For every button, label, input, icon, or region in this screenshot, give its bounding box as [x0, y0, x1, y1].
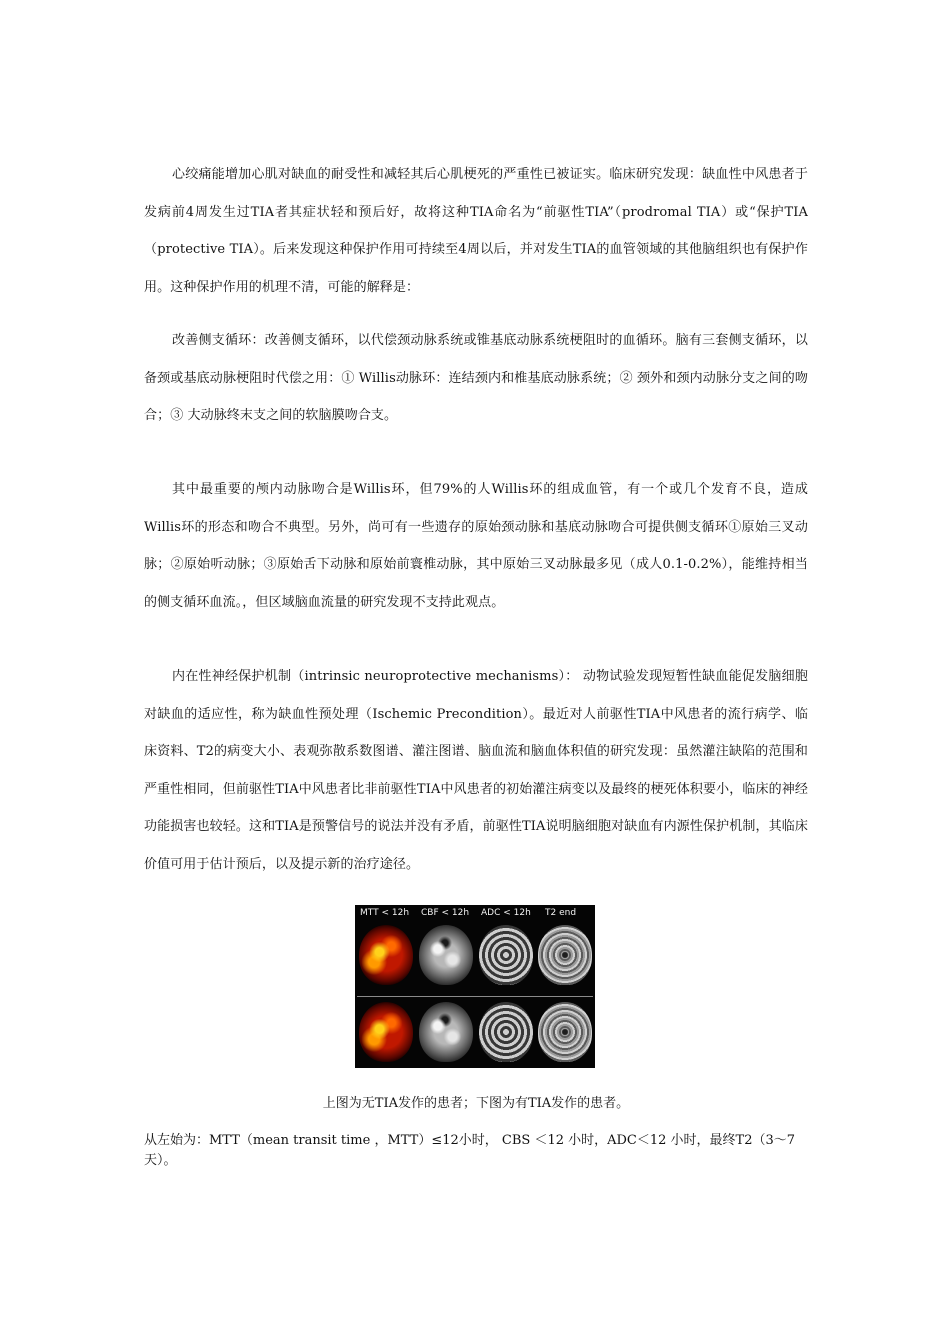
paragraph-intro: 心绞痛能增加心肌对缺血的耐受性和减轻其后心肌梗死的严重性已被证实。临床研究发现：缺血性中风患者于发病前4周发生过TIA者其症状轻和预后好，故将这种TIA命名为“前驱性TIA”（prodromal TIA）或“保护TIA（protective TIA）。后来发现这种保护作用可持续至4周以后，并对发生TIA的血管领域的其他脑组织也有保护作用。这种保护作用的机理不清，可能的解释是： — [144, 167, 808, 295]
mri-scan-figure — [355, 905, 595, 1068]
paragraph-collateral-circulation: 改善侧支循环：改善侧支循环，以代偿颈动脉系统或锥基底动脉系统梗阻时的血循环。脑有三套侧支循环，以备颈或基底动脉梗阻时代偿之用：① Willis动脉环：连结颈内和椎基底动脉系统；② 颈外和颈内动脉分支之间的吻合；③ 大动脉终末支之间的软脑膜吻合支。 — [144, 333, 808, 423]
paragraph-neuroprotective-mechanisms: 内在性神经保护机制（intrinsic neuroprotective mechanisms）： 动物试验发现短暂性缺血能促发脑细胞对缺血的适应性，称为缺血性预处理（Ischemic Precondition）。最近对人前驱性TIA中风患者的流行病学、临床资料、T2的病变大小、表观弥散系数图谱、灌注图谱、脑血流和脑血体积值的研究发现：虽然灌注缺陷的范围和严重性相同，但前驱性TIA中风患者比非前驱性TIA中风患者的初始灌注病变以及最终的梗死体积要小，临床的神经功能损害也较轻。这和TIA是预警信号的说法并没有矛盾，前驱性TIA说明脑细胞对缺血有内源性保护机制，其临床价值可用于估计预后，以及提示新的治疗途径。 — [144, 669, 808, 872]
figure-caption: 上图为无TIA发作的患者；下图为有TIA发作的患者。 — [322, 1096, 630, 1111]
scan-top-adc — [479, 925, 533, 985]
scan-bottom-t2 — [538, 1002, 592, 1062]
scan-top-mtt — [359, 925, 413, 985]
paragraph-willis-circle: 其中最重要的颅内动脉吻合是Willis环，但79%的人Willis环的组成血管，有一个或几个发育不良，造成Willis环的形态和吻合不典型。另外，尚可有一些遗存的原始颈动脉和基底动脉吻合可提供侧支循环①原始三叉动脉；②原始听动脉；③原始舌下动脉和原始前寰椎动脉，其中原始三叉动脉最多见（成人0.1-0.2%），能维持相当的侧支循环血流。，但区域脑血流量的研究发现不支持此观点。 — [144, 482, 808, 610]
figure-row-divider — [357, 996, 593, 997]
figure-label-cbf: CBF < 12h — [421, 908, 470, 918]
scan-bottom-cbf — [419, 1002, 473, 1062]
figure-label-t2: T2 end — [545, 908, 577, 918]
figure-label-mtt: MTT < 12h — [360, 908, 410, 918]
figure-legend: 从左始为：MTT（mean transit time ，MTT）≤12小时， CBS ＜12 小时，ADC＜12 小时，最终T2（3～7天）。 — [144, 1133, 796, 1168]
scan-bottom-adc — [479, 1002, 533, 1062]
scan-bottom-mtt — [359, 1002, 413, 1062]
figure-label-adc: ADC < 12h — [481, 908, 531, 918]
scan-top-cbf — [419, 925, 473, 985]
scan-top-t2 — [538, 925, 592, 985]
